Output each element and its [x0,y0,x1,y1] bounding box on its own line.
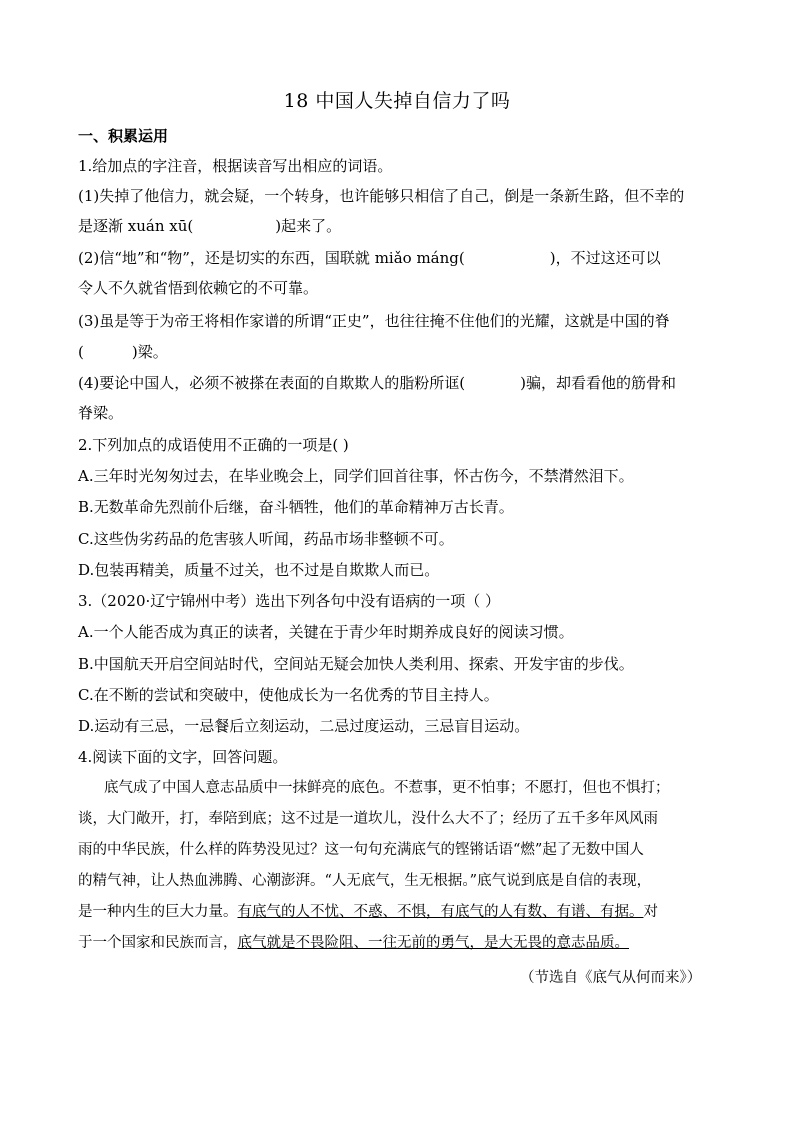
q1-sentence3-line2 [78,342,168,362]
passage-line-1: 底气成了中国人意志品质中一抹鲜亮的底色。不惹事，更不怕事；不愿打，但也不惧打； [104,780,670,796]
q1-sentence3-pre: ( [78,343,84,361]
q3-option-b[interactable]: B.中国航天开启空间站时代，空间站无疑会加快人类利用、探索、开发宇宙的步伐。 [78,655,634,673]
q3-option-c[interactable]: C.在不断的尝试和突破中，使他成长为一名优秀的节目主持人。 [78,686,499,704]
q3-option-d[interactable]: D.运动有三忌，一忌餐后立刻运动，二忌过度运动，三忌盲目运动。 [78,717,530,735]
q1-sentence4-pre: (4)要论中国人，必须不被搽在表面的自欺欺人的脂粉所诓( [78,374,466,392]
underlined-sentence-1: 有底气的人不忧、不惑、不惧，有底气的人有数、有谱、有据。 [237,904,644,920]
q4-stem: 4.阅读下面的文字，回答问题。 [78,748,288,766]
passage-line-4: 的精气神，让人热血沸腾、心潮澎湃。“人无底气，生无根据。”底气说到底是自信的表现， [78,873,652,889]
passage-source: （节选自《底气从何而来》） [520,970,702,986]
passage-line-2: 谈，大门敞开，打，奉陪到底；这不过是一道坎儿，没什么大不了；经历了五千多年风风雨 [78,811,658,827]
q1-sentence1-line1: (1)失掉了他信力，就会疑，一个转身，也许能够只相信了自己，倒是一条新生路，但不幸的 [78,187,685,205]
q1-sentence3-line1: (3)虽是等于为帝王将相作家谱的所谓“正史”，也往往掩不住他们的光耀，这就是中国的脊 [78,312,670,330]
q1-sentence2-line2: 令人不久就省悟到依赖它的不可靠。 [78,279,319,297]
underlined-sentence-2: 底气就是不畏险阻、一往无前的勇气，是大无畏的意志品质。 [237,935,629,951]
q1-sentence2-post: )，不过这还可以 [549,249,661,267]
section-heading: 一、积累运用 [78,127,169,145]
q1-sentence3-post: )梁。 [131,343,168,361]
q2-option-b[interactable]: B.无数革命先烈前仆后继，奋斗牺牲，他们的革命精神万古长青。 [78,498,514,516]
passage-line-5-start: 是一种内生的巨大力量。 [78,904,238,920]
q1-sentence1-line2 [78,216,341,236]
q1-sentence1-post: )起来了。 [275,217,342,235]
q3-stem: 3.（2020·辽宁锦州中考）选出下列各句中没有语病的一项（ ） [78,592,501,610]
passage-line-6 [78,933,629,953]
q2-option-a[interactable]: A.三年时光匆匆过去，在毕业晚会上，同学们回首往事，怀古伤今，不禁潸然泪下。 [78,467,634,485]
page-title: 18 中国人失掉自信力了吗 [283,90,511,112]
q1-sentence1-pre: 是逐渐 xuán xū( [78,217,194,235]
passage-line-5-end: 对 [643,904,658,920]
q2-stem: 2.下列加点的成语使用不正确的一项是( ) [78,436,349,454]
passage-line-5 [78,902,658,922]
q3-option-a[interactable]: A.一个人能否成为真正的读者，关键在于青少年时期养成良好的阅读习惯。 [78,623,574,641]
q1-sentence4-line1 [78,373,676,393]
passage-line-3: 雨的中华民族，什么样的阵势没见过？这一句句充满底气的铿锵话语“燃”起了无数中国人 [78,842,644,858]
q2-option-c[interactable]: C.这些伪劣药品的危害骇人听闻，药品市场非整顿不可。 [78,530,454,548]
q1-sentence4-post: )骗，却看看他的筋骨和 [520,374,676,392]
q1-stem: 1.给加点的字注音，根据读音写出相应的词语。 [78,157,393,175]
q1-sentence2-pre: (2)信“地”和“物”，还是切实的东西，国联就 miǎo máng( [78,249,465,267]
q1-sentence2-line1 [78,248,661,268]
passage-line-6-start: 于一个国家和民族而言， [78,935,238,951]
q2-option-d[interactable]: D.包装再精美，质量不过关，也不过是自欺欺人而已。 [78,561,440,579]
q1-sentence4-line2: 脊梁。 [78,404,124,422]
